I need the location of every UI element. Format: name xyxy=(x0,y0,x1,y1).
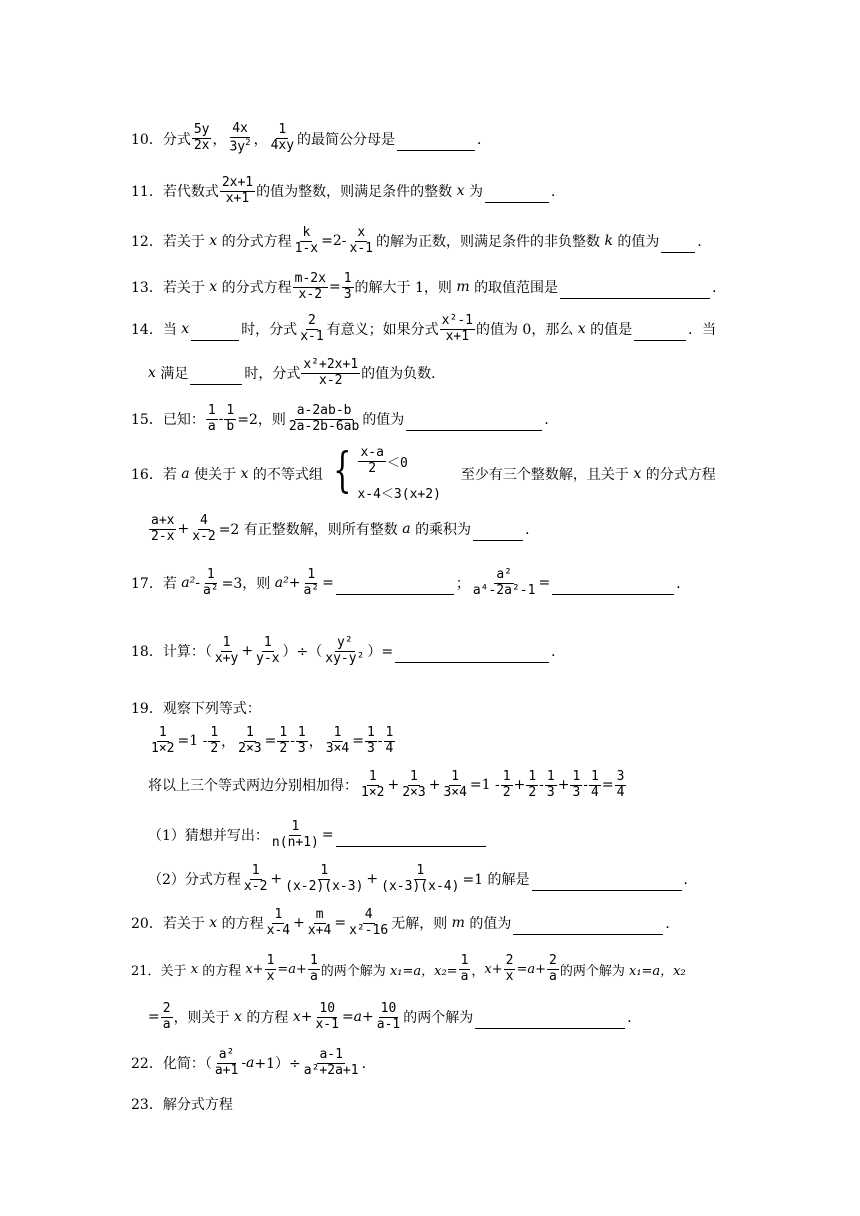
answer-blank[interactable] xyxy=(661,251,695,253)
answer-blank[interactable] xyxy=(336,593,454,595)
answer-blank[interactable] xyxy=(191,339,239,341)
answer-blank[interactable] xyxy=(473,539,523,541)
fraction: $\frac{2x+1}{x+1}$ xyxy=(221,175,254,206)
fraction: $\frac{m-2x}{x-2}$ xyxy=(294,271,326,302)
fraction: $\frac{\text{y²}}{\text{xy-y²}}$ xyxy=(325,635,365,666)
inequality-system: { $\frac{x-a}{2}$ ＜0 x-4＜3(x+2) xyxy=(333,442,441,502)
fraction: $\frac{k}{1-x}$ xyxy=(294,225,319,256)
fraction: $\frac{1}{x-2}$ xyxy=(243,863,268,894)
fraction: $\frac{\text{a²}}{\text{a⁴-2a²-1}}$ xyxy=(472,567,536,598)
fraction: $\frac{x-a}{2}$ xyxy=(360,445,384,476)
fraction: $\frac{1}{4xy}$ xyxy=(270,122,295,154)
question-12: 12． 若关于 x 的分式方程 $\frac{k}{1-x}$ =2- $\frac{x}{x-1}$ 的解为正数，则满足条件的非负整数 k 的值为 ． xyxy=(131,225,712,256)
fraction: $\frac{2}{a}$ xyxy=(162,1001,171,1032)
answer-blank[interactable] xyxy=(485,201,549,203)
fraction: $\frac{2}{a}$ xyxy=(549,953,557,984)
question-19: 19． 观察下列等式： xyxy=(131,701,261,717)
brace-icon: { xyxy=(333,442,352,498)
answer-blank[interactable] xyxy=(190,383,242,385)
fraction: $\frac{1}{y-x}$ xyxy=(256,635,280,666)
fraction: $\frac{1}{3}$ xyxy=(572,769,581,800)
fraction: $\frac{1}{2\times 3}$ xyxy=(402,769,426,800)
answer-blank[interactable] xyxy=(475,1027,625,1029)
fraction: $\frac{1}{4}$ xyxy=(591,769,599,800)
answer-blank[interactable] xyxy=(406,429,542,431)
fraction: $\frac{10}{x-1}$ xyxy=(315,1001,339,1032)
fraction: $\frac{\text{x²-1}}{x+1}$ xyxy=(441,313,473,344)
question-19-part2: （2）分式方程 $\frac{1}{x-2}$ + $\frac{1}{(x-2)(x-3)}$ + $\frac{1}{(x-3)(x-4)}$ =1 的解是 ． xyxy=(148,863,698,894)
question-22: 22． 化简：（ $\frac{\text{a²}}{a+1}$ - a +1）÷ $\frac{a-1}{\text{a²+2a+1}}$ ． xyxy=(131,1047,376,1078)
fraction: $\frac{1}{x+y}$ xyxy=(214,635,239,666)
fraction: $\frac{2}{x}$ xyxy=(505,953,514,984)
fraction: $\frac{a+x}{2-x}$ xyxy=(151,513,175,544)
fraction: $\frac{1}{b}$ xyxy=(226,403,235,434)
question-16: 16． 若 a 使关于 x 的不等式组 { $\frac{x-a}{2}$ ＜0 x-4＜3(x+2) 至少有三个整数解，且关于 x 的分式方程 xyxy=(131,442,716,502)
fraction: $\frac{x}{x-1}$ xyxy=(349,225,373,256)
fraction: $\frac{1}{3\times 4}$ xyxy=(443,769,467,800)
answer-blank[interactable] xyxy=(532,889,682,891)
question-19-sum: 将以上三个等式两边分别相加得： $\frac{1}{1\times 2}$ + $\frac{1}{2\times 3}$ + $\frac{1}{3\times 4}$ =1 - $\frac{1}{2}$ + $\frac{1}{2}$ - $\frac{1}{3}$ + $\frac{1}{3}$ - $\frac{1}{4}$ = $\frac{3}{4}$ xyxy=(148,769,625,800)
question-21: 21． 关于 x 的方程 x+ $\frac{1}{x}$ =a+ $\frac{1}{a}$ 的两个解为 x₁=a，x₂= $\frac{1}{a}$ ， x+ $\frac{2}{x}$ =a+ $\frac{2}{a}$ 的两个解为 x₁=a，x₂ xyxy=(131,953,686,984)
answer-blank[interactable] xyxy=(395,661,549,663)
fraction: $\frac{1}{1\times 2}$ xyxy=(151,725,175,756)
fraction: $\frac{1}{(x-3)(x-4)}$ xyxy=(381,863,460,894)
fraction: $\frac{\text{a²}}{a+1}$ xyxy=(214,1047,239,1078)
fraction: $\frac{4}{\text{x²-16}}$ xyxy=(349,907,389,938)
fraction: $\frac{3}{4}$ xyxy=(616,769,625,800)
question-13: 13． 若关于 x 的分式方程 $\frac{m-2x}{x-2}$ = $\frac{1}{3}$ 的解大于 1，则 m 的取值范围是 ． xyxy=(131,271,727,302)
fraction: $\frac{a-2ab-b}{2a-2b-6ab}$ xyxy=(288,403,360,434)
fraction: $\frac{1}{3}$ xyxy=(297,725,306,756)
question-10: 10． 分式 $\frac{5y}{2x}$ ， $\frac{4x}{3y^2}$ ， $\frac{1}{4xy}$ 的最简公分母是 ． xyxy=(131,121,492,155)
fraction: $\frac{1}{a}$ xyxy=(460,953,469,984)
question-19-examples: $\frac{1}{1\times 2}$ =1 - $\frac{1}{2}$ ， $\frac{1}{2\times 3}$ = $\frac{1}{2}$ - $\frac{1}{3}$ ， $\frac{1}{3\times 4}$ = $\frac{1}{3}$ - $\frac{1}{4}$ xyxy=(151,725,394,756)
fraction: $\frac{4x}{3y^2}$ xyxy=(229,121,251,155)
answer-blank[interactable] xyxy=(397,149,475,151)
fraction: $\frac{4}{x-2}$ xyxy=(192,513,216,544)
answer-blank[interactable] xyxy=(634,339,686,341)
fraction: $\frac{m}{x+4}$ xyxy=(307,907,332,938)
fraction: $\frac{1}{x}$ xyxy=(266,953,275,984)
question-16-line2: $\frac{a+x}{2-x}$ + $\frac{4}{x-2}$ =2 有正整数解，则所有整数 a 的乘积为 ． xyxy=(151,513,540,544)
fraction: $\frac{1}{2}$ xyxy=(528,769,537,800)
fraction: $\frac{5y}{2x}$ xyxy=(193,122,210,154)
fraction: $\frac{2}{x-1}$ xyxy=(300,313,324,344)
fraction: $\frac{1}{a}$ xyxy=(309,953,318,984)
answer-blank[interactable] xyxy=(560,297,710,299)
fraction: $\frac{1}{2}$ xyxy=(210,725,219,756)
fraction: $\frac{1}{1\times 2}$ xyxy=(361,769,385,800)
question-15: 15． 已知： $\frac{1}{a}$ - $\frac{1}{b}$ =2，则 $\frac{a-2ab-b}{2a-2b-6ab}$ 的值为 ． xyxy=(131,403,559,434)
answer-blank[interactable] xyxy=(513,933,663,935)
fraction: $\frac{10}{a-1}$ xyxy=(376,1001,401,1032)
fraction: $\frac{1}{3}$ xyxy=(546,769,555,800)
question-19-part1: （1）猜想并写出： $\frac{1}{n(n+1)}$ = xyxy=(148,820,488,851)
fraction: $\frac{1}{2\times 3}$ xyxy=(238,725,262,756)
question-11: 11． 若代数式 $\frac{2x+1}{x+1}$ 的值为整数，则满足条件的整数 x 为 ． xyxy=(131,175,565,206)
question-14-line2: x 满足 时，分式 $\frac{\text{x²+2x+1}}{x-2}$ 的值为负数． xyxy=(148,357,446,388)
fraction: $\frac{1}{3\times 4}$ xyxy=(325,725,350,756)
fraction: $\frac{1}{(x-2)(x-3)}$ xyxy=(285,863,364,894)
question-17: 17． 若 a² - $\frac{1}{\text{a²}}$ =3，则 a² + $\frac{1}{\text{a²}}$ = ； $\frac{\text{a²}}{\text{a⁴-2a²-1}}$ = ． xyxy=(131,567,691,598)
fraction: $\frac{1}{x-4}$ xyxy=(266,907,291,938)
question-23: 23． 解分式方程 xyxy=(131,1097,233,1113)
fraction: $\frac{1}{2}$ xyxy=(279,725,288,756)
answer-blank[interactable] xyxy=(336,845,486,847)
question-18: 18． 计算：（ $\frac{1}{x+y}$ + $\frac{1}{y-x}$ ）÷（ $\frac{\text{y²}}{\text{xy-y²}}$ ）= ． xyxy=(131,635,566,666)
question-21-line2: = $\frac{2}{a}$ ，则关于 x 的方程 x+ $\frac{10}{x-1}$ =a+ $\frac{10}{a-1}$ 的两个解为 ． xyxy=(148,1001,642,1032)
fraction: $\frac{a-1}{\text{a²+2a+1}}$ xyxy=(303,1047,359,1078)
fraction: $\frac{1}{3}$ xyxy=(343,271,352,302)
fraction: $\frac{1}{3}$ xyxy=(366,725,375,756)
fraction: $\frac{\text{x²+2x+1}}{x-2}$ xyxy=(303,357,359,388)
fraction: $\frac{1}{4}$ xyxy=(385,725,394,756)
fraction: $\frac{1}{a}$ xyxy=(207,403,216,434)
fraction: $\frac{1}{2}$ xyxy=(502,769,511,800)
answer-blank[interactable] xyxy=(552,593,674,595)
fraction: $\frac{1}{n(n+1)}$ xyxy=(271,819,319,850)
question-20: 20． 若关于 x 的方程 $\frac{1}{x-4}$ + $\frac{m}{x+4}$ = $\frac{4}{\text{x²-16}}$ 无解，则 m 的值为 ． xyxy=(131,907,680,938)
fraction: $\frac{1}{\text{a²}}$ xyxy=(303,567,320,598)
question-14: 14． 当 x 时，分式 $\frac{2}{x-1}$ 有意义；如果分式 $\frac{\text{x²-1}}{x+1}$ 的值为 0，那么 x 的值是 ．当 xyxy=(131,313,717,344)
fraction: $\frac{1}{\text{a²}}$ xyxy=(202,567,219,598)
